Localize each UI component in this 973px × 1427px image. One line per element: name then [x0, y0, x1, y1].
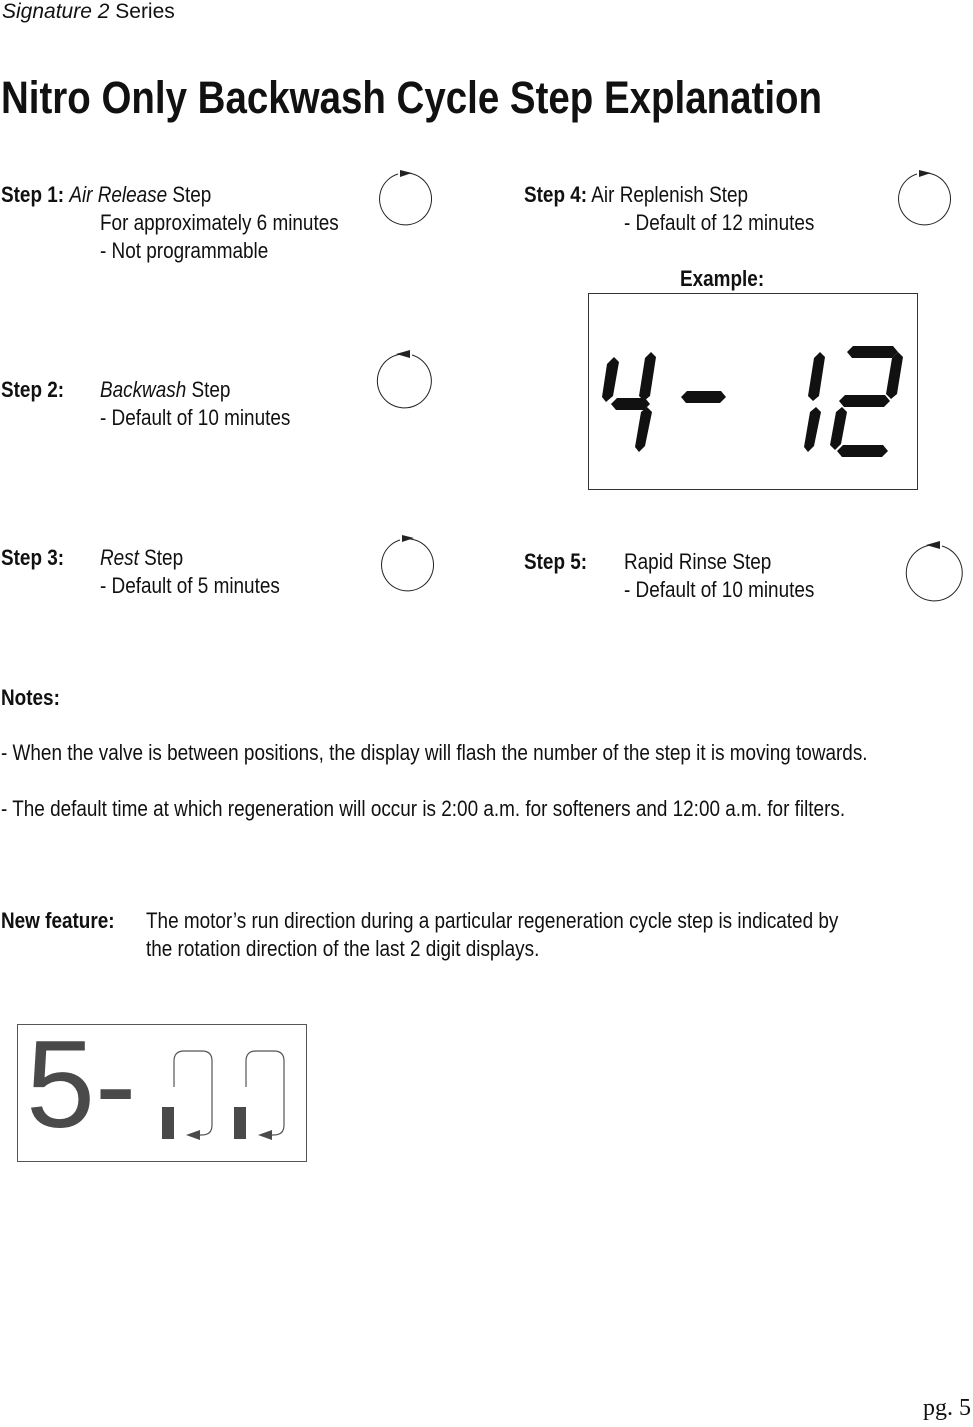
- step-1-line-1: For approximately 6 minutes: [100, 210, 339, 235]
- series-name: Signature 2: [2, 0, 110, 23]
- note-item: - When the valve is between positions, the display will flash the number of the step it is moving towards.: [1, 740, 868, 765]
- rotating-digits-icon: [156, 1045, 296, 1145]
- step-4: [524, 181, 748, 209]
- page-number: pg. 5: [923, 1395, 971, 1421]
- step-3-name: [100, 544, 183, 572]
- clockwise-dial-icon: [376, 166, 436, 230]
- step-3-name-italic: Rest: [100, 545, 139, 570]
- segment-digit-4: [602, 352, 656, 452]
- step-3-name-rest: Step: [138, 545, 184, 570]
- step-5-line-1: - Default of 10 minutes: [624, 577, 815, 602]
- page-title: Nitro Only Backwash Cycle Step Explanation: [1, 72, 823, 123]
- step-4-label: Step 4:: [524, 182, 588, 207]
- new-feature-line-1: The motor’s run direction during a particular regeneration cycle step is indicated by: [146, 908, 839, 933]
- step-2-name: [100, 376, 230, 404]
- new-feature-label: New feature:: [1, 908, 115, 933]
- segment-digit-1: [804, 352, 825, 452]
- step-3-line-1: - Default of 5 minutes: [100, 573, 280, 598]
- segment-digit-2: [830, 346, 903, 457]
- step-4-line-1: - Default of 12 minutes: [624, 210, 815, 235]
- step-1-line-2: - Not programmable: [100, 238, 269, 263]
- step-4-name: Air Replenish Step: [591, 182, 749, 207]
- step-2-line-1: - Default of 10 minutes: [100, 405, 291, 430]
- counterclockwise-dial-icon: [372, 347, 436, 411]
- step-2-name-italic: Backwash: [100, 377, 187, 402]
- display-digit: 5-: [26, 1016, 137, 1154]
- example-label: Example:: [680, 266, 765, 291]
- step-2-name-rest: Step: [186, 377, 231, 402]
- series-header: [2, 0, 175, 24]
- step-1: [1, 181, 211, 209]
- example-display: [588, 293, 918, 490]
- segment-dash: [681, 391, 726, 403]
- seven-segment-display: [589, 294, 917, 489]
- rotation-display: [17, 1016, 307, 1162]
- step-1-name: Step: [167, 182, 212, 207]
- step-1-label: Step 1:: [1, 182, 65, 207]
- counterclockwise-dial-icon: [902, 538, 966, 604]
- step-1-name-italic: Air Release: [69, 182, 168, 207]
- step-5-label: Step 5:: [524, 549, 588, 574]
- clockwise-dial-icon: [895, 166, 957, 230]
- clockwise-dial-icon: [378, 532, 438, 596]
- series-suffix: Series: [109, 0, 175, 23]
- notes-heading: Notes:: [1, 685, 60, 710]
- step-3-label: Step 3:: [1, 545, 65, 570]
- note-item: - The default time at which regeneration will occur is 2:00 a.m. for softeners and 12:00 a.m. for filters.: [1, 796, 846, 821]
- new-feature-line-2: the rotation direction of the last 2 digit displays.: [146, 936, 540, 961]
- step-5-name: Rapid Rinse Step: [624, 549, 772, 574]
- step-2-label: Step 2:: [1, 377, 65, 402]
